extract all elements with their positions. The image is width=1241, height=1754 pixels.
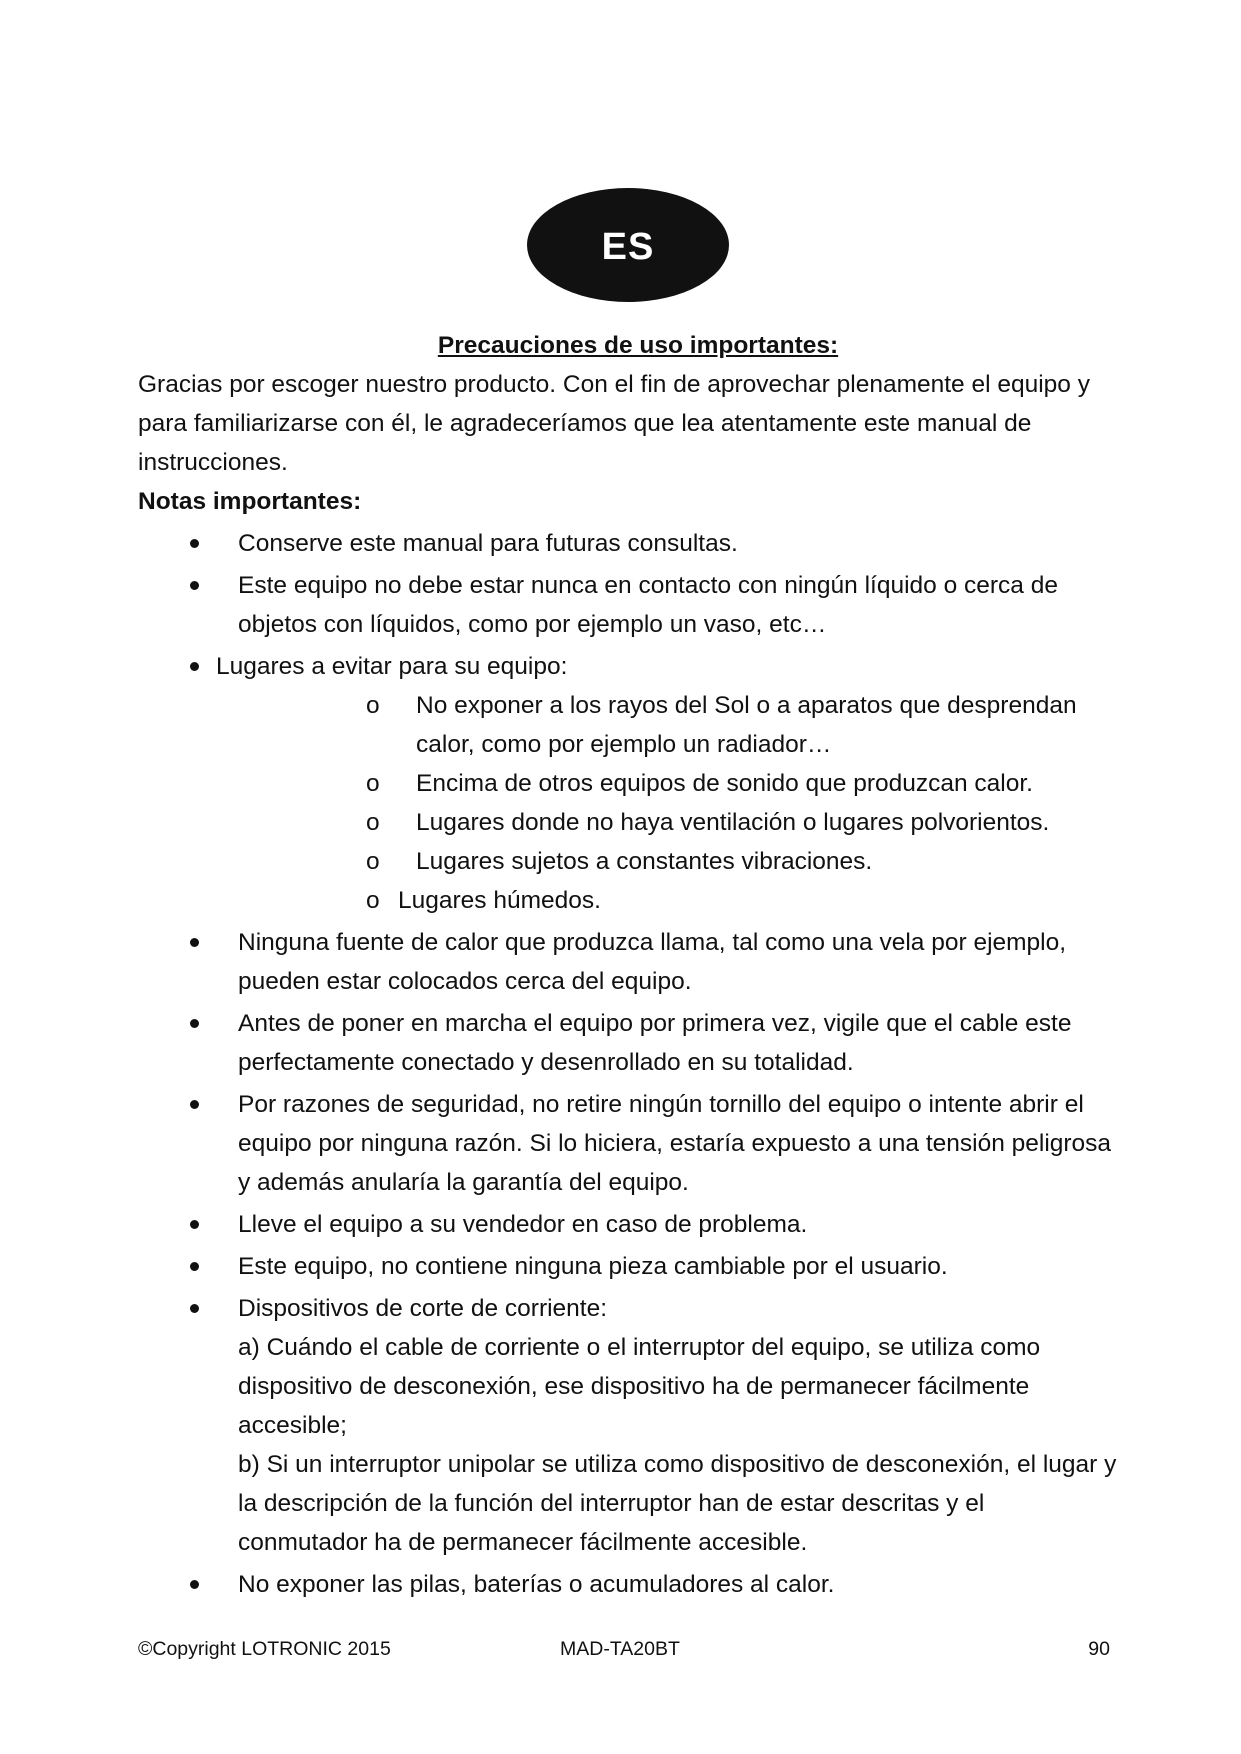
places-to-avoid-list bbox=[216, 686, 1118, 920]
disconnect-device-a: a) Cuándo el cable de corriente o el interruptor del equipo, se utiliza como dispositivo de desconexión, ese dispositivo ha de permanecer fácilmente accesible; bbox=[238, 1334, 1041, 1439]
sub-list-item bbox=[216, 881, 1118, 920]
sub-list-item-text: Encima de otros equipos de sonido que produzcan calor. bbox=[416, 770, 1033, 797]
page-content bbox=[138, 326, 1118, 1604]
notes-list bbox=[138, 524, 1118, 1604]
footer-copyright: ©Copyright LOTRONIC 2015 bbox=[138, 1638, 391, 1660]
list-item bbox=[138, 1085, 1118, 1202]
sub-list-item bbox=[216, 764, 1118, 803]
list-item-text: Antes de poner en marcha el equipo por primera vez, vigile que el cable este perfectamente conectado y desenrollado en su totalidad. bbox=[238, 1010, 1072, 1076]
list-item-text: Ninguna fuente de calor que produzca llama, tal como una vela por ejemplo, pueden estar colocados cerca del equipo. bbox=[238, 929, 1067, 995]
language-badge-label: ES bbox=[601, 225, 655, 268]
sub-list-item bbox=[216, 803, 1118, 842]
sub-list-item-text: No exponer a los rayos del Sol o a aparatos que desprendan calor, como por ejemplo un radiador… bbox=[416, 692, 1077, 758]
list-item-text: Por razones de seguridad, no retire ningún tornillo del equipo o intente abrir el equipo por ninguna razón. Si lo hiciera, estaría expuesto a una tensión peligrosa y además anularía la garantía del equipo. bbox=[238, 1091, 1112, 1196]
footer-model: MAD-TA20BT bbox=[560, 1638, 680, 1660]
sub-list-item bbox=[216, 842, 1118, 881]
list-item-text: Conserve este manual para futuras consultas. bbox=[238, 530, 738, 557]
list-item-text: Lugares a evitar para su equipo: bbox=[216, 653, 568, 680]
notes-heading: Notas importantes: bbox=[138, 488, 362, 515]
sub-list-item-text: Lugares húmedos. bbox=[398, 887, 601, 914]
list-item-text: Dispositivos de corte de corriente: bbox=[238, 1295, 608, 1322]
sub-list-item-text: Lugares donde no haya ventilación o lugares polvorientos. bbox=[416, 809, 1050, 836]
sub-list-item-text: Lugares sujetos a constantes vibraciones. bbox=[416, 848, 873, 875]
list-item bbox=[138, 923, 1118, 1001]
list-item bbox=[138, 1205, 1118, 1244]
list-item bbox=[138, 1289, 1118, 1562]
list-item bbox=[138, 1247, 1118, 1286]
disconnect-device-b: b) Si un interruptor unipolar se utiliza como dispositivo de desconexión, el lugar y la descripción de la función del interruptor han de estar descritas y el conmutador ha de permanecer fácilmente accesible. bbox=[238, 1451, 1117, 1556]
list-item bbox=[138, 1565, 1118, 1604]
list-item bbox=[138, 1004, 1118, 1082]
language-badge bbox=[527, 188, 729, 302]
list-item bbox=[138, 647, 1118, 920]
intro-paragraph: Gracias por escoger nuestro producto. Con el fin de aprovechar plenamente el equipo y para familiarizarse con él, le agradeceríamos que lea atentamente este manual de instrucciones. bbox=[138, 371, 1090, 476]
list-item-text: Este equipo, no contiene ninguna pieza cambiable por el usuario. bbox=[238, 1253, 948, 1280]
footer-page-number: 90 bbox=[1088, 1638, 1110, 1660]
list-item-text: Este equipo no debe estar nunca en contacto con ningún líquido o cerca de objetos con líquidos, como por ejemplo un vaso, etc… bbox=[238, 572, 1058, 638]
list-item bbox=[138, 524, 1118, 563]
list-item-text: Lleve el equipo a su vendedor en caso de problema. bbox=[238, 1211, 808, 1238]
sub-list-item bbox=[216, 686, 1118, 764]
page-title: Precauciones de uso importantes: bbox=[437, 332, 839, 359]
list-item bbox=[138, 566, 1118, 644]
list-item-text: No exponer las pilas, baterías o acumuladores al calor. bbox=[238, 1571, 835, 1598]
